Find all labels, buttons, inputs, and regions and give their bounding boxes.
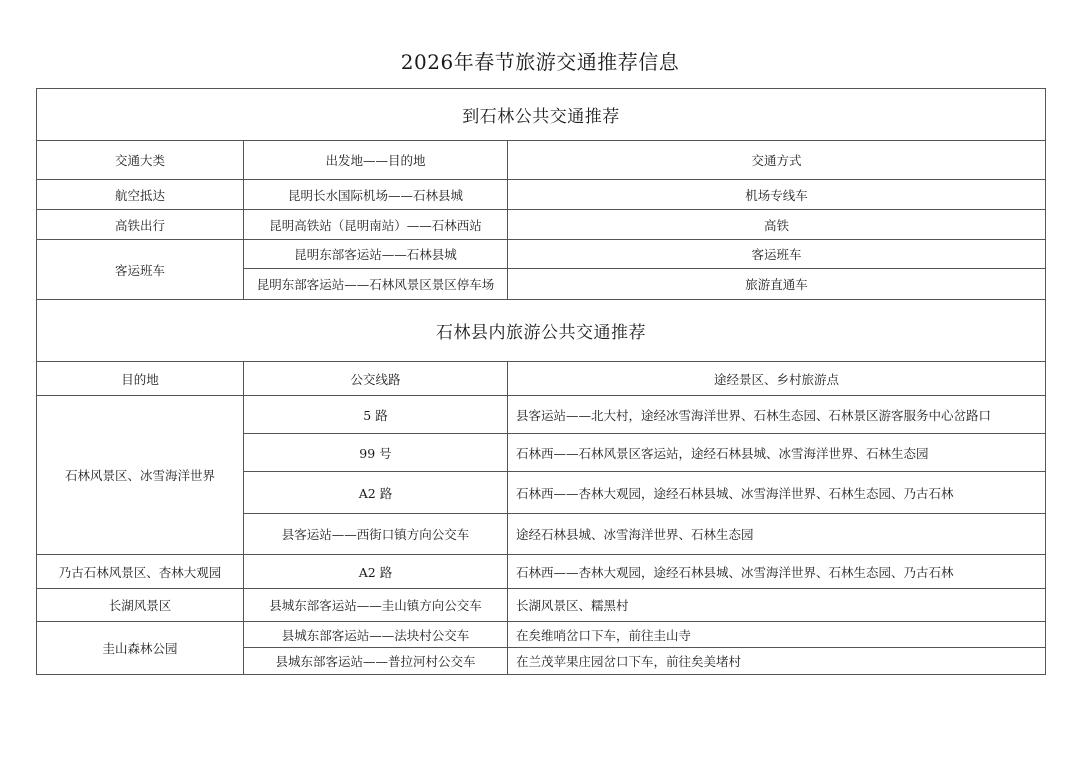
row-destination: 长湖风景区 — [37, 589, 244, 622]
row-bus-line: 县城东部客运站——圭山镇方向公交车 — [244, 589, 508, 622]
row-destination: 乃古石林风景区、杏林大观园 — [37, 555, 244, 589]
row-bus-line: 县城东部客运站——普拉河村公交车 — [244, 648, 508, 675]
row-destination: 石林风景区、冰雪海洋世界 — [37, 396, 244, 555]
row-category: 航空抵达 — [37, 180, 244, 210]
row-stops: 石林西——杏林大观园，途经石林县城、冰雪海洋世界、石林生态园、乃古石林 — [508, 555, 1046, 589]
section2-heading: 石林县内旅游公共交通推荐 — [37, 300, 1046, 362]
row-category: 客运班车 — [37, 240, 244, 300]
row-bus-line: 99 号 — [244, 434, 508, 472]
header-stops: 途经景区、乡村旅游点 — [508, 362, 1046, 396]
header-category: 交通大类 — [37, 141, 244, 180]
row-stops: 县客运站——北大村，途经冰雪海洋世界、石林生态园、石林景区游客服务中心岔路口 — [508, 396, 1046, 434]
header-mode: 交通方式 — [508, 141, 1046, 180]
header-destination: 目的地 — [37, 362, 244, 396]
table-row — [37, 210, 1046, 240]
table-row — [37, 555, 1046, 589]
row-mode: 旅游直通车 — [508, 269, 1046, 300]
row-route: 昆明东部客运站——石林风景区景区停车场 — [244, 269, 508, 300]
row-route: 昆明东部客运站——石林县城 — [244, 240, 508, 269]
page-title: 2026年春节旅游交通推荐信息 — [400, 50, 680, 74]
row-route: 昆明高铁站（昆明南站）——石林西站 — [244, 210, 508, 240]
row-mode: 机场专线车 — [508, 180, 1046, 210]
row-stops: 在兰茂苹果庄园岔口下车，前往矣美堵村 — [508, 648, 1046, 675]
table-row — [37, 589, 1046, 622]
table-row — [37, 180, 1046, 210]
row-stops: 长湖风景区、糯黑村 — [508, 589, 1046, 622]
row-stops: 石林西——杏林大观园，途经石林县城、冰雪海洋世界、石林生态园、乃古石林 — [508, 472, 1046, 514]
header-route: 出发地——目的地 — [244, 141, 508, 180]
row-route: 昆明长水国际机场——石林县城 — [244, 180, 508, 210]
row-category: 高铁出行 — [37, 210, 244, 240]
row-destination: 圭山森林公园 — [37, 622, 244, 675]
row-stops: 在矣维哨岔口下车，前往圭山寺 — [508, 622, 1046, 648]
row-bus-line: 县客运站——西街口镇方向公交车 — [244, 514, 508, 555]
table-row — [37, 622, 1046, 648]
row-stops: 途经石林县城、冰雪海洋世界、石林生态园 — [508, 514, 1046, 555]
row-bus-line: 5 路 — [244, 396, 508, 434]
row-stops: 石林西——石林风景区客运站，途经石林县城、冰雪海洋世界、石林生态园 — [508, 434, 1046, 472]
table-row — [37, 396, 1046, 434]
row-bus-line: A2 路 — [244, 555, 508, 589]
row-bus-line: 县城东部客运站——法块村公交车 — [244, 622, 508, 648]
section1-heading: 到石林公共交通推荐 — [37, 89, 1046, 141]
row-mode: 客运班车 — [508, 240, 1046, 269]
header-bus-line: 公交线路 — [244, 362, 508, 396]
table-row — [37, 240, 1046, 269]
row-bus-line: A2 路 — [244, 472, 508, 514]
transport-table — [36, 88, 1046, 675]
row-mode: 高铁 — [508, 210, 1046, 240]
